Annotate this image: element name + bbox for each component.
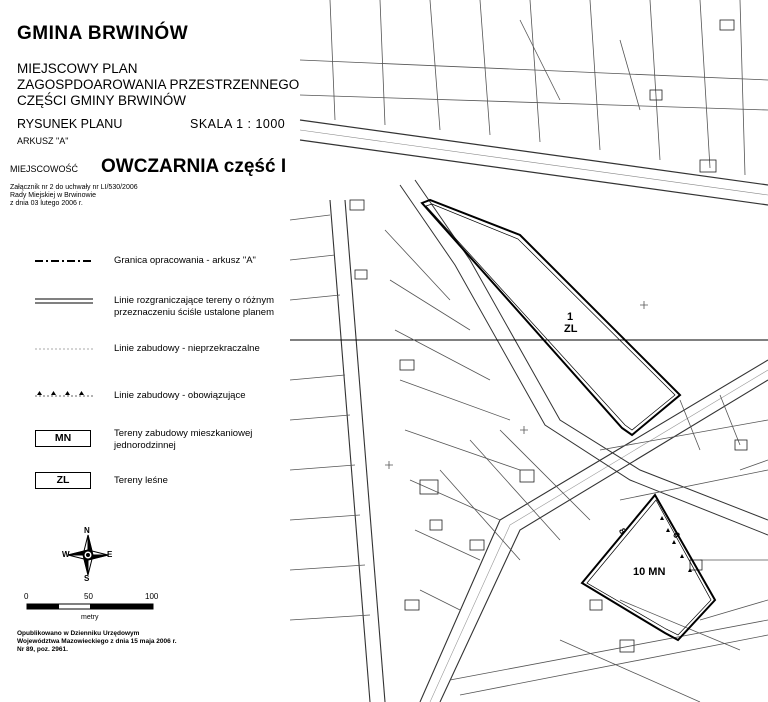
legend-double-line (35, 299, 93, 303)
compass-e: E (107, 550, 113, 559)
publication-line-2: Województwa Mazowieckiego z dnia 15 maja 2006 r. (17, 638, 177, 645)
scale-tick-50: 50 (84, 592, 93, 601)
resolution-line-1: Załącznik nr 2 do uchwały nr LI/530/2006 (10, 184, 138, 191)
legend-item-boundary: Granica opracowania - arkusz "A" (114, 255, 256, 266)
compass-s: S (84, 574, 90, 583)
legend-mn-box: MN (35, 430, 91, 447)
legend-mn-text-1: Tereny zabudowy mieszkaniowej (114, 428, 253, 439)
plan-title-line-3: CZĘŚCI GMINY BRWINÓW (17, 93, 187, 108)
publication-line-3: Nr 89, poz. 2961. (17, 646, 68, 653)
legend-item-obligatory: Linie zabudowy - obowiązujące (114, 390, 246, 401)
compass-w: W (62, 550, 70, 559)
area-1-number: 1 (567, 311, 574, 323)
area-10-label: 10 MN (633, 566, 666, 578)
scale-label: SKALA 1 : 1000 (190, 117, 286, 131)
dimension-right: 6 (670, 530, 683, 540)
publication-line-1: Opublikowano w Dzienniku Urzędowym (17, 630, 140, 637)
dimension-left: 8 (616, 526, 629, 536)
legend-mn-text-2: jednorodzinnej (114, 440, 176, 451)
legend-item-lines-1: Linie rozgraniczające tereny o różnym (114, 295, 274, 306)
locality-name: OWCZARNIA część I (101, 156, 287, 177)
area-1-zl-boundary (422, 200, 680, 435)
legend-symbols (35, 261, 93, 396)
plan-title-line-2: ZAGOSPDOAROWANIA PRZESTRZENNEGO (17, 77, 300, 92)
building-line-triangles (660, 516, 692, 572)
sheet-label: ARKUSZ "A" (17, 136, 69, 146)
scale-tick-0: 0 (24, 592, 29, 601)
scale-bar (27, 604, 153, 609)
compass-rose (68, 535, 108, 575)
legend-zl-box: ZL (35, 472, 91, 489)
municipality-title: GMINA BRWINÓW (17, 23, 189, 44)
resolution-line-3: z dnia 03 lutego 2006 r. (10, 200, 83, 207)
plan-title-line-1: MIEJSCOWY PLAN (17, 61, 138, 76)
locality-label: MIEJSCOWOŚĆ (10, 164, 79, 174)
compass-n: N (84, 526, 90, 535)
map-background (290, 0, 768, 702)
legend-item-nonexceed: Linie zabudowy - nieprzekraczalne (114, 343, 260, 354)
scale-tick-100: 100 (145, 592, 159, 601)
legend-item-lines-2: przeznaczeniu ściśle ustalone planem (114, 307, 275, 318)
drawing-label: RYSUNEK PLANU (17, 117, 123, 131)
scale-unit: metry (81, 614, 99, 621)
area-1-code: ZL (564, 323, 578, 335)
legend-zl-text: Tereny leśne (114, 475, 168, 486)
resolution-line-2: Rady Miejskiej w Brwinowie (10, 192, 96, 199)
